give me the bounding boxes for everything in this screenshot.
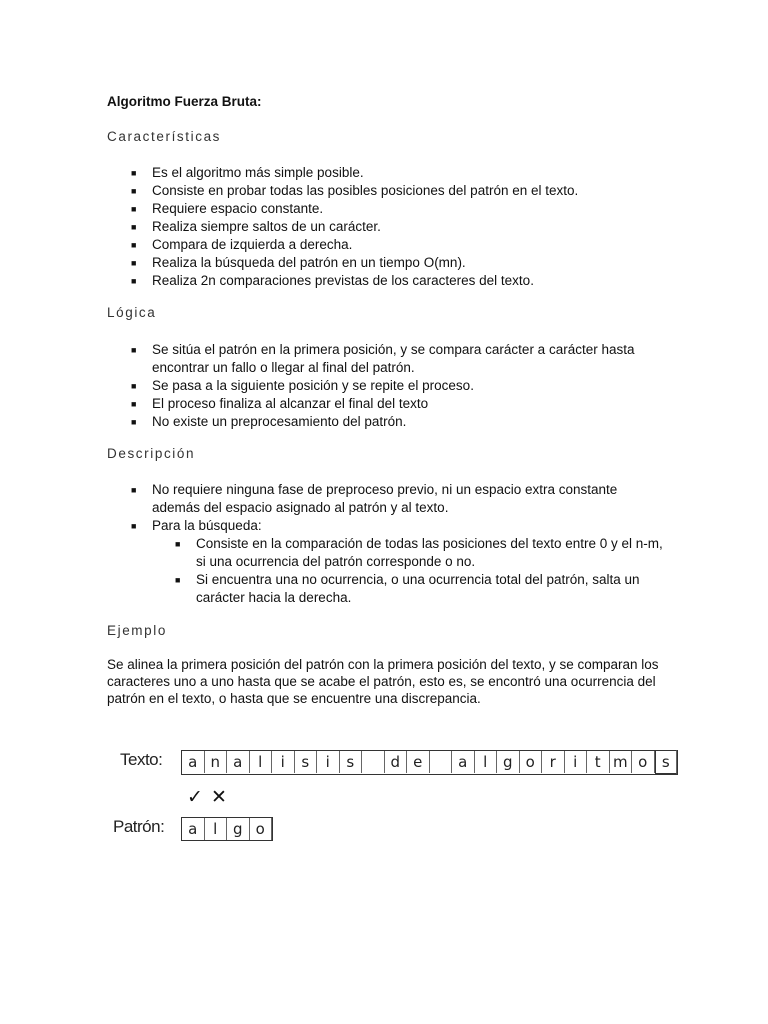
list-item: ■ Realiza la búsqueda del patrón en un tiempo O(mn). (131, 255, 466, 270)
heading-caracteristicas: Características (107, 129, 222, 144)
char-cell: o (632, 751, 655, 773)
char-cell: i (565, 751, 588, 773)
list-item: ■ Es el algoritmo más simple posible. (131, 165, 364, 180)
char-cell: i (272, 751, 295, 773)
check-icon: ✓ (187, 786, 203, 808)
char-cell (430, 751, 453, 773)
char-cell: o (250, 818, 273, 840)
char-cell: a (452, 751, 475, 773)
char-cell: d (385, 751, 408, 773)
char-cell: e (407, 751, 430, 773)
heading-logica: Lógica (107, 305, 157, 320)
char-cell: t (587, 751, 610, 773)
char-cell: a (227, 751, 250, 773)
char-cell: l (250, 751, 273, 773)
list-item: ■ No existe un preprocesamiento del patrón. (131, 414, 407, 429)
char-cell: g (227, 818, 250, 840)
ejemplo-paragraph: Se alinea la primera posición del patrón con la primera posición del texto, y se comparan los caracteres uno a uno hasta que se acabe el patrón, esto es, se encontró una ocurrencia del patrón en el texto, o hasta que se encuentre una discrepancia. (107, 657, 659, 706)
char-cell: a (182, 818, 205, 840)
list-item: ■ El proceso finaliza al alcanzar el final del texto (131, 396, 429, 411)
list-item: ■ Realiza siempre saltos de un carácter. (131, 219, 381, 234)
list-item: ■ Para la búsqueda: (131, 518, 262, 533)
char-cell: g (497, 751, 520, 773)
list-item: ■ Se pasa a la siguiente posición y se repite el proceso. (131, 378, 474, 393)
char-cell: a (182, 751, 205, 773)
patron-label: Patrón: (113, 817, 165, 836)
list-item: ■ Consiste en la comparación de todas las posiciones del texto entre 0 y el n-m, si una ocurrencia del patrón corresponde o no. (175, 536, 663, 569)
char-cell: s (655, 750, 678, 774)
list-caracteristicas (131, 164, 672, 290)
heading-ejemplo: Ejemplo (107, 623, 167, 638)
texto-label: Texto: (120, 750, 163, 769)
comparison-marks (183, 786, 231, 808)
cross-icon: ✕ (211, 786, 227, 808)
char-cell: m (610, 751, 633, 773)
list-item: ■ No requiere ninguna fase de preproceso previo, ni un espacio extra constante además del espacio asignado al patrón y al texto. (131, 482, 618, 515)
document-title: Algoritmo Fuerza Bruta: (107, 94, 262, 109)
char-cell: n (205, 751, 228, 773)
list-descripcion (131, 481, 642, 535)
heading-descripcion: Descripción (107, 446, 196, 461)
list-item: ■ Compara de izquierda a derecha. (131, 237, 353, 252)
char-cell: s (295, 751, 318, 773)
list-logica (131, 341, 652, 431)
char-cell: s (340, 751, 363, 773)
char-cell: o (520, 751, 543, 773)
char-cell: i (317, 751, 340, 773)
char-cell: l (205, 818, 228, 840)
char-cell: l (475, 751, 498, 773)
patron-strip (181, 817, 273, 841)
list-item: ■ Consiste en probar todas las posibles posiciones del patrón en el texto. (131, 183, 579, 198)
sublist-busqueda (175, 535, 666, 607)
list-item: ■ Se sitúa el patrón en la primera posición, y se compara carácter a carácter hasta encontrar un fallo o llegar al final del patrón. (131, 342, 635, 375)
char-cell: r (542, 751, 565, 773)
list-item: ■ Requiere espacio constante. (131, 201, 324, 216)
texto-strip (181, 750, 678, 775)
list-item: ■ Realiza 2n comparaciones previstas de los caracteres del texto. (131, 273, 534, 288)
list-item: ■ Si encuentra una no ocurrencia, o una ocurrencia total del patrón, salta un carácter hacia la derecha. (175, 572, 640, 605)
char-cell (362, 751, 385, 773)
